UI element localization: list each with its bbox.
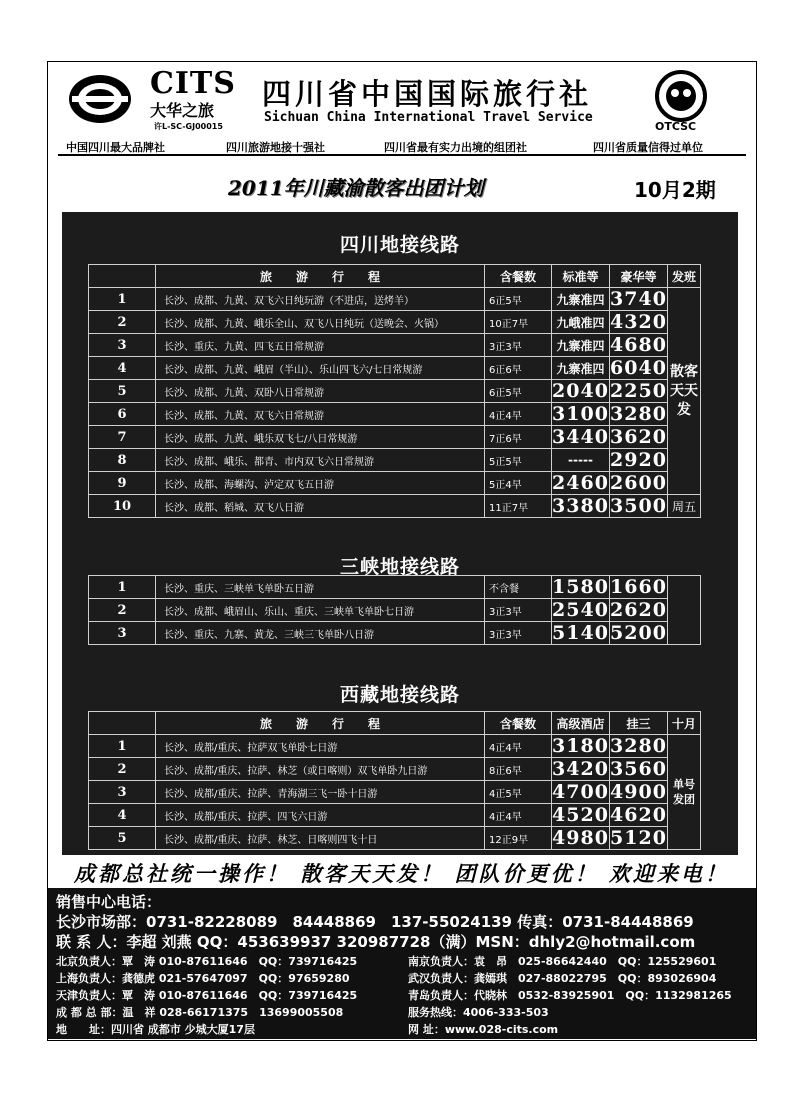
row-number: 1 bbox=[89, 288, 156, 311]
row-number: 6 bbox=[89, 403, 156, 426]
contact-title: 销售中心电话： bbox=[56, 893, 162, 911]
standard-price-cell: 九寨准四 bbox=[552, 334, 610, 357]
col-header-dep: 十月 bbox=[668, 712, 701, 735]
luxury-price-cell: 2920 bbox=[610, 449, 667, 471]
routes-panel bbox=[62, 212, 738, 855]
meal-cell: 4正4早 bbox=[485, 403, 552, 426]
table-row bbox=[89, 781, 701, 804]
meal-cell: 4正4早 bbox=[485, 804, 552, 827]
table-row bbox=[89, 622, 701, 645]
row-number: 1 bbox=[89, 735, 156, 758]
meal-cell: 5正5早 bbox=[485, 449, 552, 472]
meal-cell: 4正4早 bbox=[485, 735, 552, 758]
table-row bbox=[89, 357, 701, 380]
standard-price-cell: 3440 bbox=[552, 426, 609, 448]
contact-right-4: 服务热线：4006-333-503 bbox=[408, 1006, 549, 1019]
slogan-4: 四川省质量信得过单位 bbox=[593, 141, 703, 154]
route-cell: 长沙、成都、九黄、双飞六日纯玩游（不进店，送烤羊） bbox=[156, 288, 485, 311]
meal-cell: 5正4早 bbox=[485, 472, 552, 495]
issue-number: 10月2期 bbox=[634, 178, 716, 202]
luxury-price-cell: 3620 bbox=[610, 426, 667, 448]
col-header-meal: 含餐数 bbox=[485, 265, 552, 288]
table-header bbox=[89, 712, 701, 735]
route-cell: 长沙、重庆、九黄、四飞五日常规游 bbox=[156, 334, 485, 357]
meal-cell: 12正9早 bbox=[485, 827, 552, 850]
row-number: 7 bbox=[89, 426, 156, 449]
route-cell: 长沙、成都/重庆、拉萨、青海湖三飞一卧十日游 bbox=[156, 781, 485, 804]
contact-left-5: 地 址：四川省 成都市 少城大厦17层 bbox=[56, 1023, 255, 1036]
meal-cell: 6正5早 bbox=[485, 380, 552, 403]
route-cell: 长沙、成都、九黄、双卧八日常规游 bbox=[156, 380, 485, 403]
col-header-std: 标准等 bbox=[552, 265, 610, 288]
table-row bbox=[89, 576, 701, 599]
row-number: 9 bbox=[89, 472, 156, 495]
route-cell: 长沙、重庆、九寨、黄龙、三峡三飞单卧八日游 bbox=[156, 622, 485, 645]
table-row bbox=[89, 827, 701, 850]
standard-price-cell: 4700 bbox=[552, 781, 609, 803]
table-row bbox=[89, 380, 701, 403]
col-header-route: 旅 游 行 程 bbox=[156, 712, 485, 735]
header-divider bbox=[58, 154, 746, 156]
col-header-route: 旅 游 行 程 bbox=[156, 265, 485, 288]
standard-price-cell: 3420 bbox=[552, 758, 609, 780]
contact-right-2: 武汉负责人：龚嫣琪 027-88022795 QQ：893026904 bbox=[408, 972, 717, 985]
sichuan-section-title: 四川地接线路 bbox=[339, 234, 460, 256]
bottom-slogan: 成都总社统一操作！ 散客天天发！ 团队价更优！ 欢迎来电！ bbox=[74, 861, 729, 886]
slogan-2: 四川旅游地接十强社 bbox=[226, 141, 325, 154]
col-header-no bbox=[89, 712, 156, 735]
col-header-meal: 含餐数 bbox=[485, 712, 552, 735]
standard-price-cell: 3380 bbox=[552, 495, 609, 517]
standard-price-cell: 2040 bbox=[552, 380, 609, 402]
meal-cell: 3正3早 bbox=[485, 599, 552, 622]
row-number: 3 bbox=[89, 334, 156, 357]
luxury-price-cell: 3560 bbox=[610, 758, 667, 780]
sanxia-section-title: 三峡地接线路 bbox=[339, 556, 460, 578]
meal-cell: 6正5早 bbox=[485, 288, 552, 311]
table-row bbox=[89, 735, 701, 758]
table-row bbox=[89, 403, 701, 426]
meal-cell: 不含餐 bbox=[485, 576, 552, 599]
row-number: 3 bbox=[89, 781, 156, 804]
standard-price-cell: ----- bbox=[552, 449, 610, 472]
meal-cell: 7正6早 bbox=[485, 426, 552, 449]
route-cell: 长沙、成都、稻城、双飞八日游 bbox=[156, 495, 485, 518]
departure-cell: 单号发团 bbox=[668, 735, 701, 850]
slogan-1: 中国四川最大品牌社 bbox=[66, 141, 165, 154]
plan-title: 2011年川藏渝散客出团计划 bbox=[228, 176, 484, 200]
slogan-3: 四川省最有实力出境的组团社 bbox=[384, 141, 527, 154]
contact-left-4: 成 都 总 部：温 祥 028-66171375 13699005508 bbox=[56, 1006, 344, 1019]
route-cell: 长沙、成都、海螺沟、泸定双飞五日游 bbox=[156, 472, 485, 495]
col-header-lux: 豪华等 bbox=[610, 265, 668, 288]
org-name-cn: 四川省中国国际旅行社 bbox=[262, 77, 593, 111]
luxury-price-cell: 6040 bbox=[610, 357, 667, 379]
luxury-price-cell: 3280 bbox=[610, 403, 667, 425]
col-header-std: 高级酒店 bbox=[552, 712, 610, 735]
standard-price-cell: 2540 bbox=[552, 599, 609, 621]
route-cell: 长沙、成都、峨眉山、乐山、重庆、三峡单飞单卧七日游 bbox=[156, 599, 485, 622]
standard-price-cell: 九寨准四 bbox=[552, 357, 610, 380]
standard-price-cell: 3100 bbox=[552, 403, 609, 425]
luxury-price-cell: 3740 bbox=[610, 288, 667, 310]
luxury-price-cell: 3280 bbox=[610, 735, 667, 757]
row-number: 5 bbox=[89, 827, 156, 850]
sichuan-table bbox=[88, 264, 701, 518]
route-cell: 长沙、成都、九黄、峨乐双飞七/八日常规游 bbox=[156, 426, 485, 449]
departure-cell: 散客天天发 bbox=[668, 288, 701, 495]
table-row bbox=[89, 758, 701, 781]
table-row bbox=[89, 599, 701, 622]
route-cell: 长沙、成都/重庆、拉萨、林芝、日喀则四飞十日 bbox=[156, 827, 485, 850]
luxury-price-cell: 4900 bbox=[610, 781, 667, 803]
tibet-section-title: 西藏地接线路 bbox=[339, 684, 460, 706]
meal-cell: 3正3早 bbox=[485, 622, 552, 645]
luxury-price-cell: 4320 bbox=[610, 311, 667, 333]
route-cell: 长沙、成都/重庆、拉萨、四飞六日游 bbox=[156, 804, 485, 827]
luxury-price-cell: 2250 bbox=[610, 380, 667, 402]
table-row bbox=[89, 426, 701, 449]
contact-right-3: 青岛负责人：代晓林 0532-83925901 QQ：1132981265 bbox=[408, 989, 732, 1002]
standard-price-cell: 1580 bbox=[552, 576, 609, 598]
table-row bbox=[89, 288, 701, 311]
row-number: 2 bbox=[89, 599, 156, 622]
row-number: 8 bbox=[89, 449, 156, 472]
luxury-price-cell: 3500 bbox=[610, 495, 667, 517]
luxury-price-cell: 2600 bbox=[610, 472, 667, 494]
meal-cell: 11正7早 bbox=[485, 495, 552, 518]
col-header-lux: 挂三 bbox=[610, 712, 668, 735]
departure-cell: 周五 bbox=[668, 495, 701, 518]
luxury-price-cell: 1660 bbox=[610, 576, 667, 598]
contact-right-5: 网 址：www.028-cits.com bbox=[408, 1023, 559, 1036]
departure-cell bbox=[668, 576, 701, 645]
table-row bbox=[89, 334, 701, 357]
cits-wordmark: CITS bbox=[150, 66, 236, 101]
col-header-no bbox=[89, 265, 156, 288]
row-number: 3 bbox=[89, 622, 156, 645]
standard-price-cell: 4520 bbox=[552, 804, 609, 826]
table-row bbox=[89, 311, 701, 334]
contact-panel bbox=[48, 888, 756, 1039]
row-number: 2 bbox=[89, 758, 156, 781]
contact-left-3: 天津负责人：覃 涛 010-87611646 QQ：739716425 bbox=[56, 989, 358, 1002]
otcsc-logo bbox=[648, 70, 714, 126]
route-cell: 长沙、成都、峨乐、都青、市内双飞六日常规游 bbox=[156, 449, 485, 472]
route-cell: 长沙、成都、九黄、双飞六日常规游 bbox=[156, 403, 485, 426]
tibet-table bbox=[88, 711, 701, 850]
org-name-en: Sichuan China International Travel Service bbox=[264, 110, 593, 125]
meal-cell: 8正6早 bbox=[485, 758, 552, 781]
contact-line-changsha: 长沙市场部：0731-82228089 84448869 137-55024139 传真：0731-84448869 bbox=[56, 913, 694, 931]
col-header-dep: 发班 bbox=[668, 265, 701, 288]
table-row bbox=[89, 495, 701, 518]
route-cell: 长沙、成都/重庆、拉萨双飞单卧七日游 bbox=[156, 735, 485, 758]
contact-left-2: 上海负责人：龚德虎 021-57647097 QQ：97659280 bbox=[56, 972, 350, 985]
table-row bbox=[89, 472, 701, 495]
standard-price-cell: 九峨准四 bbox=[552, 311, 610, 334]
row-number: 5 bbox=[89, 380, 156, 403]
cits-logo bbox=[66, 71, 134, 127]
contact-line-persons: 联 系 人：李超 刘燕 QQ：453639937 320987728（满）MSN：dhly2@hotmail.com bbox=[56, 933, 696, 951]
row-number: 2 bbox=[89, 311, 156, 334]
otcsc-label: OTCSC bbox=[655, 120, 697, 133]
luxury-price-cell: 2620 bbox=[610, 599, 667, 621]
standard-price-cell: 5140 bbox=[552, 622, 609, 644]
brand-name: 大华之旅 bbox=[150, 101, 215, 120]
row-number: 1 bbox=[89, 576, 156, 599]
table-row bbox=[89, 449, 701, 472]
row-number: 4 bbox=[89, 357, 156, 380]
license-number: 许L-SC-GJ00015 bbox=[154, 122, 223, 131]
route-cell: 长沙、成都/重庆、拉萨、林芝（或日喀则）双飞单卧九日游 bbox=[156, 758, 485, 781]
luxury-price-cell: 4680 bbox=[610, 334, 667, 356]
route-cell: 长沙、重庆、三峡单飞单卧五日游 bbox=[156, 576, 485, 599]
meal-cell: 3正3早 bbox=[485, 334, 552, 357]
table-row bbox=[89, 804, 701, 827]
route-cell: 长沙、成都、九黄、峨乐全山、双飞八日纯玩（送晚会、火锅） bbox=[156, 311, 485, 334]
luxury-price-cell: 5120 bbox=[610, 827, 667, 849]
meal-cell: 6正6早 bbox=[485, 357, 552, 380]
standard-price-cell: 4980 bbox=[552, 827, 609, 849]
row-number: 10 bbox=[89, 495, 156, 518]
standard-price-cell: 九寨准四 bbox=[552, 288, 610, 311]
row-number: 4 bbox=[89, 804, 156, 827]
luxury-price-cell: 5200 bbox=[610, 622, 667, 644]
route-cell: 长沙、成都、九黄、峨眉（半山）、乐山四飞六/七日常规游 bbox=[156, 357, 485, 380]
meal-cell: 4正5早 bbox=[485, 781, 552, 804]
standard-price-cell: 3180 bbox=[552, 735, 609, 757]
table-header bbox=[89, 265, 701, 288]
contact-left-1: 北京负责人：覃 涛 010-87611646 QQ：739716425 bbox=[56, 955, 358, 968]
meal-cell: 10正7早 bbox=[485, 311, 552, 334]
standard-price-cell: 2460 bbox=[552, 472, 609, 494]
contact-right-1: 南京负责人：袁 昂 025-86642440 QQ：125529601 bbox=[408, 955, 717, 968]
sanxia-table bbox=[88, 575, 701, 645]
luxury-price-cell: 4620 bbox=[610, 804, 667, 826]
